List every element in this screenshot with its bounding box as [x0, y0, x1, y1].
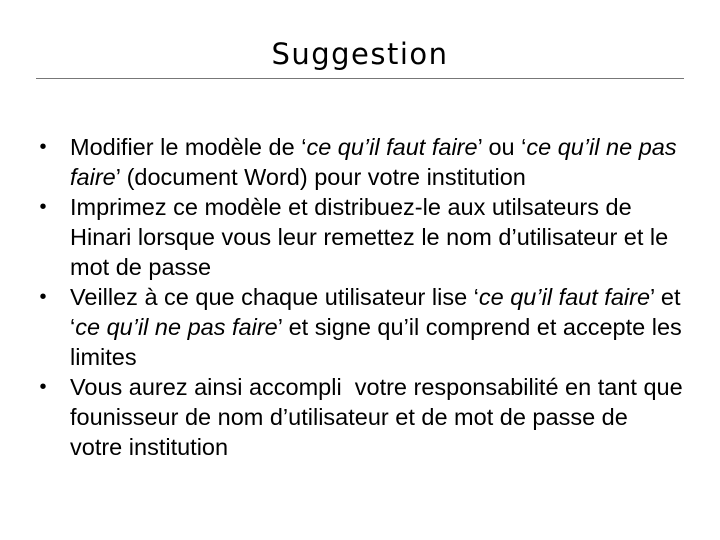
bullet-icon: •	[39, 136, 47, 158]
bullet-icon: •	[39, 196, 47, 218]
bullet-list	[36, 132, 690, 462]
bullet-item	[36, 282, 686, 372]
bullet-text: Veillez à ce que chaque utilisateur lise ‘ce qu’il faut faire’ et ‘ce qu’il ne pas faire’ et signe qu’il comprend et accepte les limites	[70, 284, 682, 370]
bullet-text: Imprimez ce modèle et distribuez-le aux utilsateurs de Hinari lorsque vous leur remettez le nom d’utilisateur et le mot de passe	[70, 194, 669, 280]
title-divider	[36, 78, 684, 79]
slide-title: Suggestion	[271, 37, 449, 71]
bullet-item	[36, 132, 686, 192]
bullet-item	[36, 372, 690, 462]
bullet-icon: •	[39, 376, 47, 398]
bullet-item	[36, 192, 686, 282]
bullet-text: Vous aurez ainsi accompli votre responsabilité en tant que founisseur de nom d’utilisateur et de mot de passe de votre institution	[70, 374, 690, 460]
bullet-icon: •	[39, 286, 47, 308]
bullet-text: Modifier le modèle de ‘ce qu’il faut faire’ ou ‘ce qu’il ne pas faire’ (document Word) pour votre institution	[70, 134, 677, 190]
